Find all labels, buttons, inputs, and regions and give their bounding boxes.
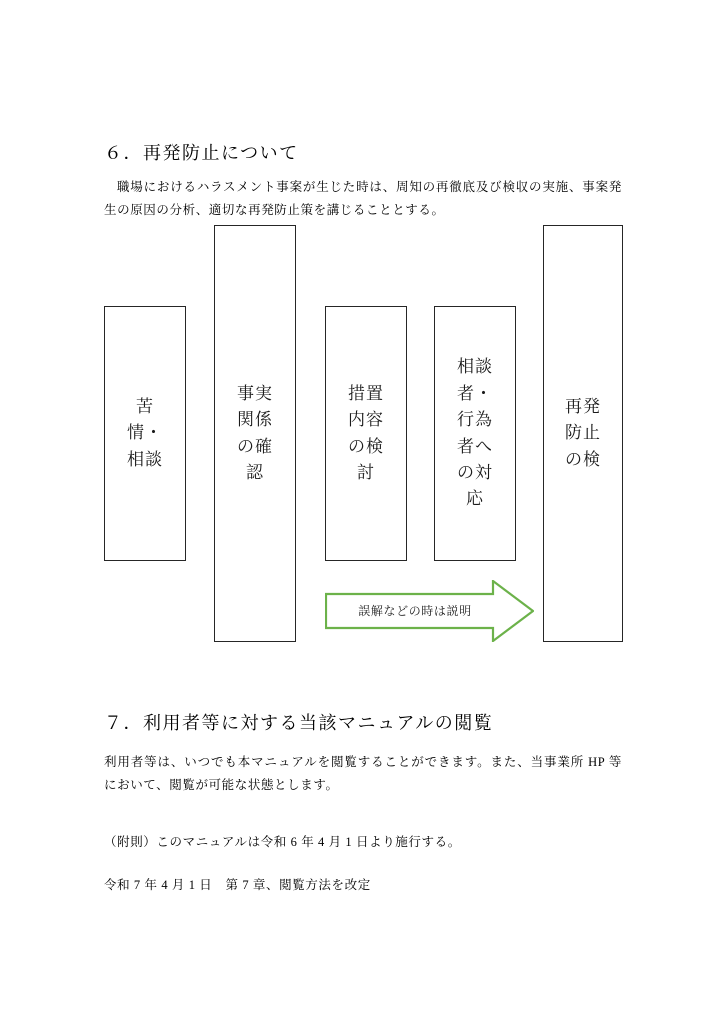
prevention-flow-diagram	[0, 225, 723, 655]
section-heading-7: ７．利用者等に対する当該マニュアルの閲覧	[104, 712, 494, 733]
flow-box-recurrence-prevention	[543, 225, 623, 642]
section-heading-6: ６．再発防止について	[104, 142, 299, 163]
flow-box-response-to-parties	[434, 306, 516, 561]
flow-box-label: 措置内容の検討	[348, 383, 384, 482]
flow-box-label: 苦情・相談	[127, 396, 163, 469]
section-body-7: 利用者等は、いつでも本マニュアルを閲覧することができます。また、当事業所 HP 等において、閲覧が可能な状態とします。	[104, 754, 622, 792]
flow-box-label: 相談者・行為者への対応	[457, 357, 493, 509]
explanation-arrow-label: 誤解などの時は説明	[358, 604, 472, 618]
revision-note: 令和 7 年 4 月 1 日 第 7 章、閲覧方法を改定	[104, 877, 371, 892]
flow-box-measure-review	[325, 306, 407, 561]
supplementary-provision: （附則）このマニュアルは令和 6 年 4 月 1 日より施行する。	[104, 834, 461, 849]
flow-box-complaint-consultation	[104, 306, 186, 561]
flow-box-label: 事実関係の確認	[237, 383, 273, 482]
flow-box-label: 再発防止の検	[565, 396, 601, 469]
section-body-6: 職場におけるハラスメント事案が生じた時は、周知の再徹底及び検収の実施、事案発生の原因の分析、適切な再発防止策を講じることとする。	[104, 179, 622, 217]
flow-box-fact-confirmation	[214, 225, 296, 642]
